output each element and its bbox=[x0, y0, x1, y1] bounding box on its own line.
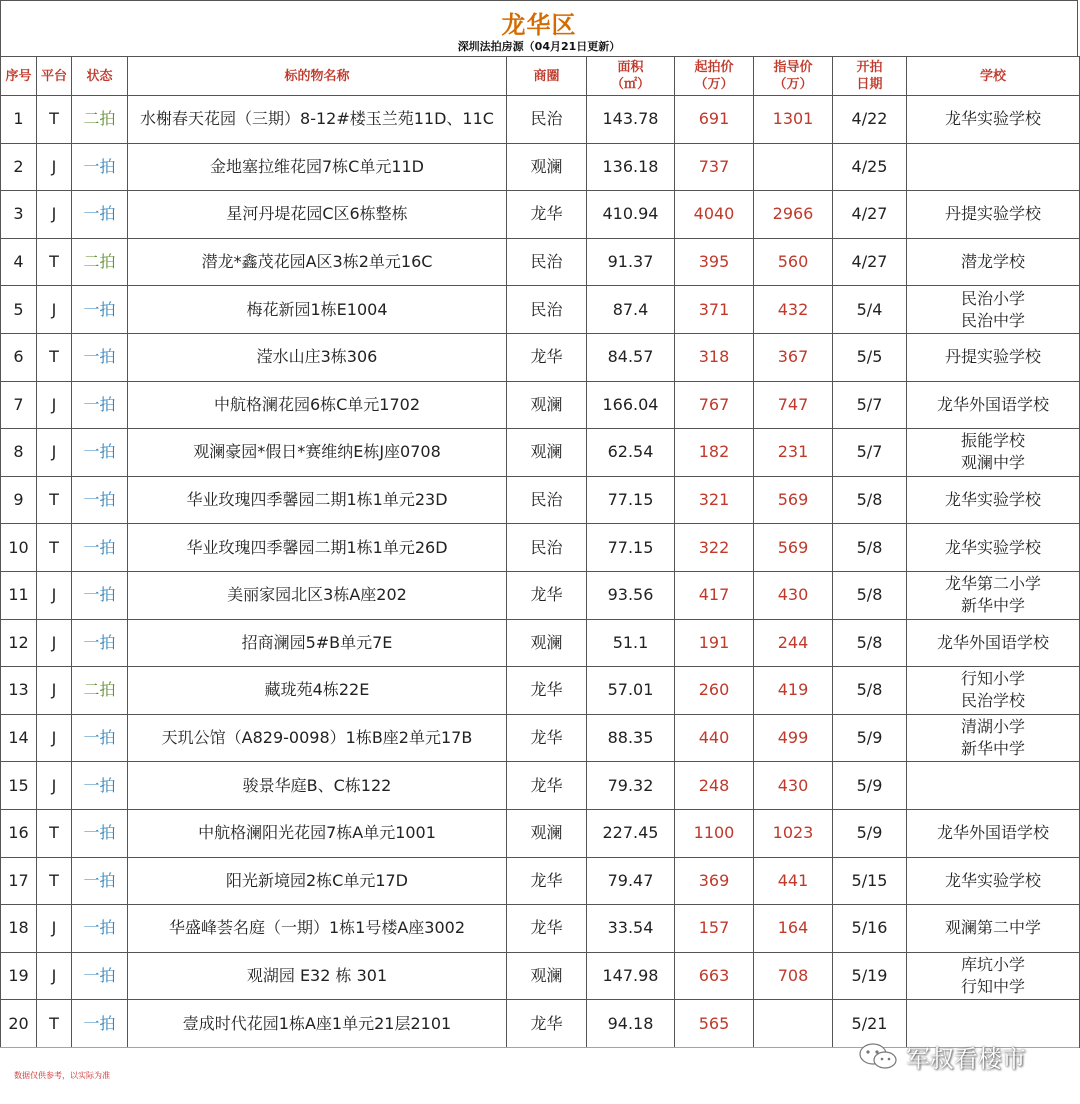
cell-no: 4 bbox=[1, 238, 37, 286]
cell-start-price: 260 bbox=[675, 667, 754, 715]
school-name: 行知中学 bbox=[960, 976, 1025, 996]
cell-status: 一拍 bbox=[72, 286, 128, 334]
table-row bbox=[1, 952, 1080, 1000]
cell-zone: 观澜 bbox=[507, 429, 587, 477]
col-header-school: 学校 bbox=[907, 57, 1080, 96]
school-name: 龙华外国语学校 bbox=[936, 394, 1049, 414]
table-row bbox=[1, 238, 1080, 286]
cell-name: 藏珑苑4栋22E bbox=[128, 667, 507, 715]
cell-name: 水榭春天花园（三期）8-12#楼玉兰苑11D、11C bbox=[128, 96, 507, 144]
cell-zone: 龙华 bbox=[507, 1000, 587, 1048]
cell-guide-price: 231 bbox=[754, 429, 833, 477]
cell-date: 4/25 bbox=[833, 143, 907, 191]
table-row bbox=[1, 905, 1080, 953]
cell-school bbox=[907, 333, 1080, 381]
cell-guide-price: 432 bbox=[754, 286, 833, 334]
cell-platform: J bbox=[37, 143, 72, 191]
cell-guide-price bbox=[754, 143, 833, 191]
school-name: 潜龙学校 bbox=[960, 252, 1025, 272]
cell-start-price: 248 bbox=[675, 762, 754, 810]
cell-no: 1 bbox=[1, 96, 37, 144]
cell-date: 5/8 bbox=[833, 524, 907, 572]
cell-area: 410.94 bbox=[587, 191, 675, 239]
cell-status: 一拍 bbox=[72, 857, 128, 905]
school-name: 龙华实验学校 bbox=[944, 490, 1041, 510]
cell-status: 二拍 bbox=[72, 667, 128, 715]
cell-start-price: 417 bbox=[675, 571, 754, 619]
cell-name: 金地塞拉维花园7栋C单元11D bbox=[128, 143, 507, 191]
school-name: 库坑小学 bbox=[960, 954, 1025, 974]
cell-date: 5/9 bbox=[833, 762, 907, 810]
cell-area: 136.18 bbox=[587, 143, 675, 191]
page-title: 龙华区 bbox=[501, 11, 577, 39]
cell-platform: J bbox=[37, 429, 72, 477]
cell-school bbox=[907, 857, 1080, 905]
cell-date: 5/7 bbox=[833, 429, 907, 477]
cell-no: 8 bbox=[1, 429, 37, 477]
cell-school bbox=[907, 476, 1080, 524]
cell-status: 一拍 bbox=[72, 429, 128, 477]
cell-status: 一拍 bbox=[72, 524, 128, 572]
cell-platform: T bbox=[37, 524, 72, 572]
cell-school bbox=[907, 714, 1080, 762]
cell-platform: J bbox=[37, 905, 72, 953]
cell-date: 4/22 bbox=[833, 96, 907, 144]
cell-start-price: 767 bbox=[675, 381, 754, 429]
col-header-status: 状态 bbox=[72, 57, 128, 96]
cell-name: 美丽家园北区3栋A座202 bbox=[128, 571, 507, 619]
cell-area: 91.37 bbox=[587, 238, 675, 286]
cell-area: 77.15 bbox=[587, 524, 675, 572]
cell-status: 一拍 bbox=[72, 381, 128, 429]
cell-guide-price: 569 bbox=[754, 524, 833, 572]
cell-guide-price: 419 bbox=[754, 667, 833, 715]
cell-platform: J bbox=[37, 381, 72, 429]
cell-platform: T bbox=[37, 1000, 72, 1048]
watermark-text: 军叔看楼市 bbox=[906, 1044, 1026, 1073]
cell-guide-price: 430 bbox=[754, 762, 833, 810]
cell-start-price: 322 bbox=[675, 524, 754, 572]
page-subtitle: 深圳法拍房源（04月21日更新） bbox=[457, 40, 621, 53]
cell-school bbox=[907, 381, 1080, 429]
cell-name: 华盛峰荟名庭（一期）1栋1号楼A座3002 bbox=[128, 905, 507, 953]
cell-area: 51.1 bbox=[587, 619, 675, 667]
cell-start-price: 157 bbox=[675, 905, 754, 953]
cell-guide-price: 569 bbox=[754, 476, 833, 524]
col-header-platform: 平台 bbox=[37, 57, 72, 96]
cell-area: 147.98 bbox=[587, 952, 675, 1000]
cell-status: 一拍 bbox=[72, 476, 128, 524]
cell-name: 观澜豪园*假日*赛维纳E栋J座0708 bbox=[128, 429, 507, 477]
school-name: 龙华实验学校 bbox=[944, 537, 1041, 557]
col-header-zone: 商圈 bbox=[507, 57, 587, 96]
cell-no: 13 bbox=[1, 667, 37, 715]
cell-date: 5/9 bbox=[833, 714, 907, 762]
cell-platform: J bbox=[37, 952, 72, 1000]
cell-no: 7 bbox=[1, 381, 37, 429]
cell-school bbox=[907, 524, 1080, 572]
cell-status: 一拍 bbox=[72, 333, 128, 381]
cell-no: 17 bbox=[1, 857, 37, 905]
cell-school bbox=[907, 952, 1080, 1000]
cell-area: 93.56 bbox=[587, 571, 675, 619]
cell-date: 5/8 bbox=[833, 571, 907, 619]
cell-guide-price: 441 bbox=[754, 857, 833, 905]
cell-area: 57.01 bbox=[587, 667, 675, 715]
cell-name: 华业玫瑰四季馨园二期1栋1单元23D bbox=[128, 476, 507, 524]
cell-guide-price: 1301 bbox=[754, 96, 833, 144]
cell-name: 中航格澜花园6栋C单元1702 bbox=[128, 381, 507, 429]
cell-platform: T bbox=[37, 96, 72, 144]
cell-date: 5/5 bbox=[833, 333, 907, 381]
listing-table bbox=[0, 56, 1080, 1048]
cell-school bbox=[907, 905, 1080, 953]
cell-platform: T bbox=[37, 238, 72, 286]
cell-school bbox=[907, 191, 1080, 239]
cell-guide-price: 244 bbox=[754, 619, 833, 667]
cell-platform: J bbox=[37, 762, 72, 810]
cell-area: 166.04 bbox=[587, 381, 675, 429]
school-name: 新华中学 bbox=[960, 739, 1025, 759]
cell-start-price: 369 bbox=[675, 857, 754, 905]
cell-start-price: 440 bbox=[675, 714, 754, 762]
school-name: 龙华外国语学校 bbox=[936, 823, 1049, 843]
cell-guide-price: 164 bbox=[754, 905, 833, 953]
cell-platform: J bbox=[37, 714, 72, 762]
title-area bbox=[0, 0, 1078, 56]
col-header-guide-price: 指导价 （万） bbox=[754, 57, 833, 96]
school-name: 龙华实验学校 bbox=[944, 109, 1041, 129]
cell-platform: J bbox=[37, 286, 72, 334]
cell-school bbox=[907, 571, 1080, 619]
cell-area: 143.78 bbox=[587, 96, 675, 144]
cell-school bbox=[907, 809, 1080, 857]
cell-guide-price: 2966 bbox=[754, 191, 833, 239]
cell-status: 二拍 bbox=[72, 96, 128, 144]
cell-zone: 观澜 bbox=[507, 619, 587, 667]
col-header-start-price: 起拍价 （万） bbox=[675, 57, 754, 96]
cell-platform: J bbox=[37, 619, 72, 667]
cell-school bbox=[907, 238, 1080, 286]
cell-name: 星河丹堤花园C区6栋整栋 bbox=[128, 191, 507, 239]
cell-no: 6 bbox=[1, 333, 37, 381]
cell-date: 5/8 bbox=[833, 667, 907, 715]
cell-platform: J bbox=[37, 667, 72, 715]
school-name: 民治小学 bbox=[960, 288, 1025, 308]
cell-area: 77.15 bbox=[587, 476, 675, 524]
cell-date: 5/16 bbox=[833, 905, 907, 953]
school-name: 清湖小学 bbox=[960, 717, 1025, 737]
school-name: 丹提实验学校 bbox=[944, 347, 1041, 367]
col-header-date: 开拍 日期 bbox=[833, 57, 907, 96]
cell-start-price: 395 bbox=[675, 238, 754, 286]
school-name: 龙华外国语学校 bbox=[936, 632, 1049, 652]
school-name: 丹提实验学校 bbox=[944, 204, 1041, 224]
cell-name: 骏景华庭B、C栋122 bbox=[128, 762, 507, 810]
cell-no: 14 bbox=[1, 714, 37, 762]
cell-school bbox=[907, 619, 1080, 667]
school-name: 民治中学 bbox=[960, 310, 1025, 330]
cell-area: 33.54 bbox=[587, 905, 675, 953]
cell-start-price: 321 bbox=[675, 476, 754, 524]
cell-guide-price: 1023 bbox=[754, 809, 833, 857]
cell-name: 梅花新园1栋E1004 bbox=[128, 286, 507, 334]
cell-zone: 龙华 bbox=[507, 762, 587, 810]
cell-no: 3 bbox=[1, 191, 37, 239]
col-header-no: 序号 bbox=[1, 57, 37, 96]
cell-zone: 观澜 bbox=[507, 809, 587, 857]
cell-start-price: 371 bbox=[675, 286, 754, 334]
cell-status: 一拍 bbox=[72, 714, 128, 762]
cell-date: 5/7 bbox=[833, 381, 907, 429]
cell-platform: T bbox=[37, 476, 72, 524]
cell-guide-price: 560 bbox=[754, 238, 833, 286]
cell-status: 二拍 bbox=[72, 238, 128, 286]
cell-no: 16 bbox=[1, 809, 37, 857]
table-row bbox=[1, 429, 1080, 477]
cell-status: 一拍 bbox=[72, 571, 128, 619]
cell-zone: 民治 bbox=[507, 286, 587, 334]
cell-guide-price: 499 bbox=[754, 714, 833, 762]
cell-zone: 观澜 bbox=[507, 143, 587, 191]
cell-school bbox=[907, 762, 1080, 810]
cell-name: 天玑公馆（A829-0098）1栋B座2单元17B bbox=[128, 714, 507, 762]
cell-guide-price: 747 bbox=[754, 381, 833, 429]
cell-area: 62.54 bbox=[587, 429, 675, 477]
school-name: 观澜中学 bbox=[960, 453, 1025, 473]
cell-name: 潜龙*鑫茂花园A区3栋2单元16C bbox=[128, 238, 507, 286]
cell-start-price: 663 bbox=[675, 952, 754, 1000]
cell-area: 87.4 bbox=[587, 286, 675, 334]
cell-date: 4/27 bbox=[833, 191, 907, 239]
cell-school bbox=[907, 143, 1080, 191]
wechat-icon bbox=[858, 1041, 898, 1071]
cell-zone: 民治 bbox=[507, 524, 587, 572]
cell-zone: 民治 bbox=[507, 238, 587, 286]
table-row bbox=[1, 809, 1080, 857]
cell-area: 88.35 bbox=[587, 714, 675, 762]
cell-school bbox=[907, 96, 1080, 144]
cell-date: 5/8 bbox=[833, 619, 907, 667]
cell-date: 5/8 bbox=[833, 476, 907, 524]
cell-status: 一拍 bbox=[72, 952, 128, 1000]
cell-no: 18 bbox=[1, 905, 37, 953]
col-header-area: 面积 （㎡） bbox=[587, 57, 675, 96]
cell-no: 2 bbox=[1, 143, 37, 191]
watermark bbox=[858, 1038, 1026, 1074]
table-row bbox=[1, 619, 1080, 667]
cell-date: 5/15 bbox=[833, 857, 907, 905]
cell-area: 79.47 bbox=[587, 857, 675, 905]
cell-area: 79.32 bbox=[587, 762, 675, 810]
footer-note: 数据仅供参考，以实际为准 bbox=[14, 1071, 110, 1080]
cell-school bbox=[907, 429, 1080, 477]
cell-zone: 民治 bbox=[507, 96, 587, 144]
cell-start-price: 691 bbox=[675, 96, 754, 144]
table-row bbox=[1, 333, 1080, 381]
cell-start-price: 1100 bbox=[675, 809, 754, 857]
cell-date: 5/21 bbox=[833, 1000, 907, 1048]
cell-status: 一拍 bbox=[72, 1000, 128, 1048]
school-name: 民治学校 bbox=[960, 691, 1025, 711]
cell-guide-price: 430 bbox=[754, 571, 833, 619]
cell-zone: 龙华 bbox=[507, 191, 587, 239]
cell-no: 19 bbox=[1, 952, 37, 1000]
cell-platform: T bbox=[37, 809, 72, 857]
cell-platform: T bbox=[37, 333, 72, 381]
cell-start-price: 737 bbox=[675, 143, 754, 191]
school-name: 新华中学 bbox=[960, 596, 1025, 616]
header-row bbox=[1, 57, 1080, 96]
cell-guide-price: 708 bbox=[754, 952, 833, 1000]
cell-name: 壹成时代花园1栋A座1单元21层2101 bbox=[128, 1000, 507, 1048]
cell-zone: 民治 bbox=[507, 476, 587, 524]
cell-name: 招商澜园5#B单元7E bbox=[128, 619, 507, 667]
table-row bbox=[1, 381, 1080, 429]
cell-no: 20 bbox=[1, 1000, 37, 1048]
cell-no: 5 bbox=[1, 286, 37, 334]
cell-no: 15 bbox=[1, 762, 37, 810]
table-row bbox=[1, 524, 1080, 572]
cell-zone: 龙华 bbox=[507, 714, 587, 762]
cell-zone: 龙华 bbox=[507, 667, 587, 715]
table-row bbox=[1, 762, 1080, 810]
cell-status: 一拍 bbox=[72, 619, 128, 667]
cell-start-price: 565 bbox=[675, 1000, 754, 1048]
table-row bbox=[1, 571, 1080, 619]
cell-area: 94.18 bbox=[587, 1000, 675, 1048]
table-row bbox=[1, 476, 1080, 524]
cell-zone: 观澜 bbox=[507, 952, 587, 1000]
cell-status: 一拍 bbox=[72, 762, 128, 810]
table-row bbox=[1, 191, 1080, 239]
school-name: 龙华第二小学 bbox=[944, 574, 1041, 594]
table-row bbox=[1, 714, 1080, 762]
cell-status: 一拍 bbox=[72, 809, 128, 857]
cell-zone: 龙华 bbox=[507, 857, 587, 905]
cell-zone: 龙华 bbox=[507, 905, 587, 953]
school-name: 龙华实验学校 bbox=[944, 870, 1041, 890]
cell-zone: 龙华 bbox=[507, 571, 587, 619]
cell-status: 一拍 bbox=[72, 191, 128, 239]
cell-area: 227.45 bbox=[587, 809, 675, 857]
table-row bbox=[1, 667, 1080, 715]
cell-zone: 龙华 bbox=[507, 333, 587, 381]
cell-no: 12 bbox=[1, 619, 37, 667]
cell-no: 9 bbox=[1, 476, 37, 524]
cell-start-price: 182 bbox=[675, 429, 754, 477]
col-header-name: 标的物名称 bbox=[128, 57, 507, 96]
cell-platform: J bbox=[37, 571, 72, 619]
school-name: 行知小学 bbox=[960, 669, 1025, 689]
cell-name: 华业玫瑰四季馨园二期1栋1单元26D bbox=[128, 524, 507, 572]
cell-name: 观湖园 E32 栋 301 bbox=[128, 952, 507, 1000]
cell-no: 10 bbox=[1, 524, 37, 572]
cell-no: 11 bbox=[1, 571, 37, 619]
school-name: 观澜第二中学 bbox=[944, 918, 1041, 938]
table-row bbox=[1, 96, 1080, 144]
cell-platform: T bbox=[37, 857, 72, 905]
table-row bbox=[1, 857, 1080, 905]
cell-date: 4/27 bbox=[833, 238, 907, 286]
table-row bbox=[1, 143, 1080, 191]
cell-area: 84.57 bbox=[587, 333, 675, 381]
cell-start-price: 318 bbox=[675, 333, 754, 381]
cell-date: 5/19 bbox=[833, 952, 907, 1000]
cell-zone: 观澜 bbox=[507, 381, 587, 429]
cell-platform: J bbox=[37, 191, 72, 239]
cell-guide-price: 367 bbox=[754, 333, 833, 381]
cell-name: 阳光新境园2栋C单元17D bbox=[128, 857, 507, 905]
cell-date: 5/4 bbox=[833, 286, 907, 334]
cell-school bbox=[907, 286, 1080, 334]
cell-start-price: 4040 bbox=[675, 191, 754, 239]
cell-school bbox=[907, 667, 1080, 715]
cell-name: 中航格澜阳光花园7栋A单元1001 bbox=[128, 809, 507, 857]
cell-guide-price bbox=[754, 1000, 833, 1048]
cell-name: 滢水山庄3栋306 bbox=[128, 333, 507, 381]
cell-start-price: 191 bbox=[675, 619, 754, 667]
cell-status: 一拍 bbox=[72, 905, 128, 953]
cell-date: 5/9 bbox=[833, 809, 907, 857]
cell-status: 一拍 bbox=[72, 143, 128, 191]
school-name: 振能学校 bbox=[960, 431, 1025, 451]
table-row bbox=[1, 286, 1080, 334]
